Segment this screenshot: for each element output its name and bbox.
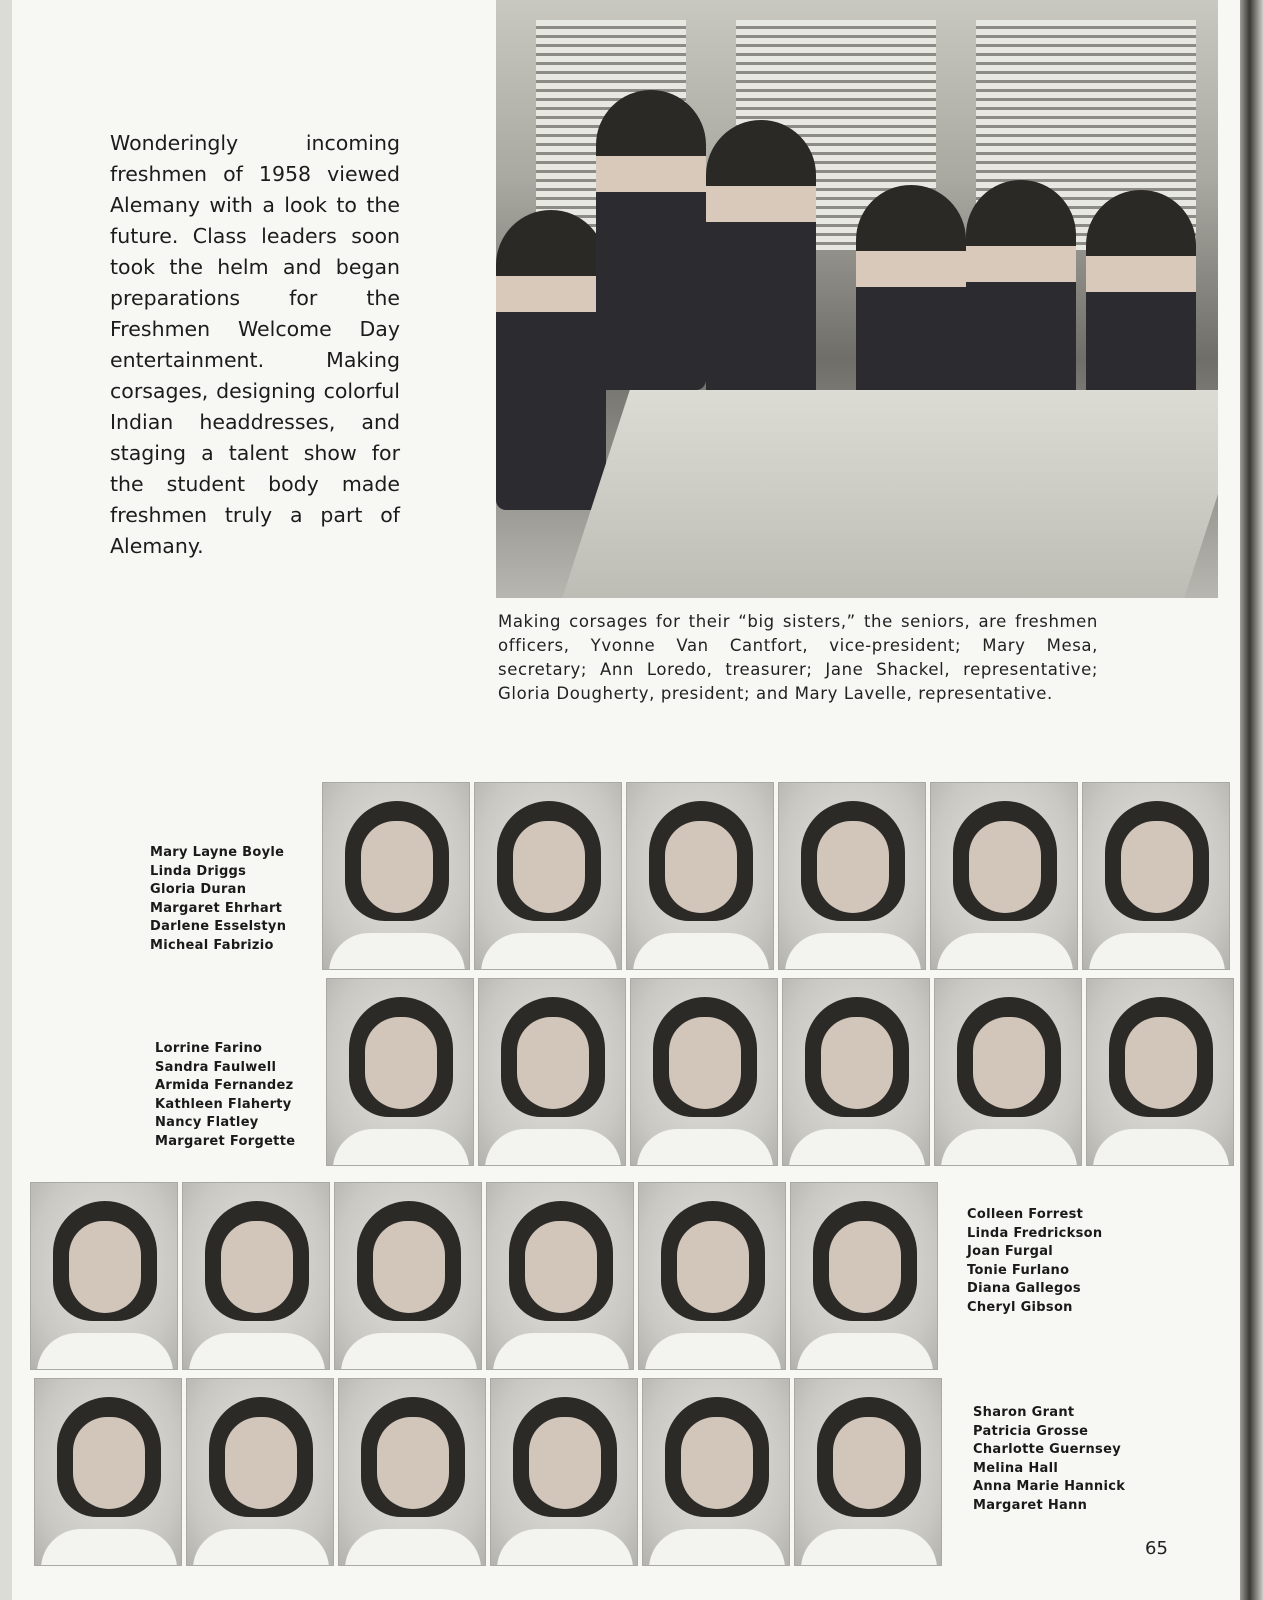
student-name: Margaret Ehrhart bbox=[150, 900, 283, 916]
student-name: Margaret Forgette bbox=[155, 1133, 296, 1149]
student-portrait bbox=[338, 1378, 486, 1566]
student-portrait bbox=[930, 782, 1078, 970]
photo-table bbox=[562, 390, 1218, 598]
student-portrait bbox=[322, 782, 470, 970]
student-name: Linda Driggs bbox=[150, 863, 247, 879]
photo-figure bbox=[706, 120, 816, 420]
student-portrait bbox=[794, 1378, 942, 1566]
name-list-row-2 bbox=[155, 1040, 295, 1151]
page-edge bbox=[1240, 0, 1264, 1600]
student-name: Armida Fernandez bbox=[155, 1078, 294, 1093]
student-portrait bbox=[186, 1378, 334, 1566]
student-portrait bbox=[30, 1182, 178, 1370]
intro-paragraph: Wonderingly incoming freshmen of 1958 viewed Alemany with a look to the future. Class leaders soon took the helm and began preparations for the Freshmen Welcome Day entertainment. Making corsages, designing colorful Indian headdresses, and staging a talent show for the student body made freshmen truly a part of Alemany. bbox=[110, 131, 400, 558]
student-name: Sharon Grant bbox=[973, 1405, 1075, 1420]
binding-gutter bbox=[0, 0, 12, 1600]
portrait-row-3 bbox=[12, 1182, 942, 1370]
name-list-row-3 bbox=[967, 1206, 1102, 1317]
student-name: Nancy Flatley bbox=[155, 1115, 259, 1130]
student-portrait bbox=[638, 1182, 786, 1370]
name-list-row-4 bbox=[973, 1404, 1125, 1515]
portrait-row-2 bbox=[326, 978, 1228, 1166]
student-name: Charlotte Guernsey bbox=[973, 1442, 1121, 1457]
student-portrait bbox=[778, 782, 926, 970]
student-portrait bbox=[182, 1182, 330, 1370]
student-portrait bbox=[490, 1378, 638, 1566]
portrait-row-1 bbox=[322, 782, 1228, 970]
officers-group-photo bbox=[496, 0, 1218, 598]
student-name: Lorrine Farino bbox=[155, 1041, 263, 1056]
student-portrait bbox=[326, 978, 474, 1166]
student-name: Cheryl Gibson bbox=[967, 1299, 1073, 1315]
student-name: Colleen Forrest bbox=[967, 1207, 1084, 1222]
student-name: Mary Layne Boyle bbox=[150, 845, 285, 860]
student-name: Margaret Hann bbox=[973, 1497, 1088, 1513]
student-name: Linda Fredrickson bbox=[967, 1225, 1103, 1241]
portrait-row-4 bbox=[12, 1378, 946, 1566]
page-number: 65 bbox=[1145, 1538, 1168, 1559]
student-name: Gloria Duran bbox=[150, 882, 247, 897]
student-portrait bbox=[34, 1378, 182, 1566]
student-name: Anna Marie Hannick bbox=[973, 1479, 1126, 1494]
student-portrait bbox=[474, 782, 622, 970]
name-list-row-1 bbox=[150, 844, 286, 955]
student-portrait bbox=[1086, 978, 1234, 1166]
student-name: Joan Furgal bbox=[967, 1244, 1054, 1259]
student-portrait bbox=[486, 1182, 634, 1370]
student-portrait bbox=[782, 978, 930, 1166]
student-name: Melina Hall bbox=[973, 1460, 1059, 1476]
student-portrait bbox=[642, 1378, 790, 1566]
student-portrait bbox=[934, 978, 1082, 1166]
student-name: Tonie Furlano bbox=[967, 1262, 1070, 1278]
student-portrait bbox=[790, 1182, 938, 1370]
student-portrait bbox=[626, 782, 774, 970]
student-name: Darlene Esselstyn bbox=[150, 919, 287, 934]
photo-figure bbox=[596, 90, 706, 390]
student-portrait bbox=[630, 978, 778, 1166]
student-portrait bbox=[478, 978, 626, 1166]
photo-figure bbox=[496, 210, 606, 510]
student-name: Sandra Faulwell bbox=[155, 1059, 277, 1075]
student-name: Kathleen Flaherty bbox=[155, 1096, 292, 1112]
student-name: Diana Gallegos bbox=[967, 1281, 1081, 1296]
photo-caption: Making corsages for their “big sisters,” the seniors, are freshmen officers, Yvonne Van Cantfort, vice-president; Mary Mesa, secretary; Ann Loredo, treasurer; Jane Shackel, representative; Gloria Dougherty, president; and Mary Lavelle, representative. bbox=[498, 612, 1098, 703]
student-portrait bbox=[334, 1182, 482, 1370]
student-name: Patricia Grosse bbox=[973, 1423, 1089, 1439]
student-portrait bbox=[1082, 782, 1230, 970]
student-name: Micheal Fabrizio bbox=[150, 937, 274, 953]
